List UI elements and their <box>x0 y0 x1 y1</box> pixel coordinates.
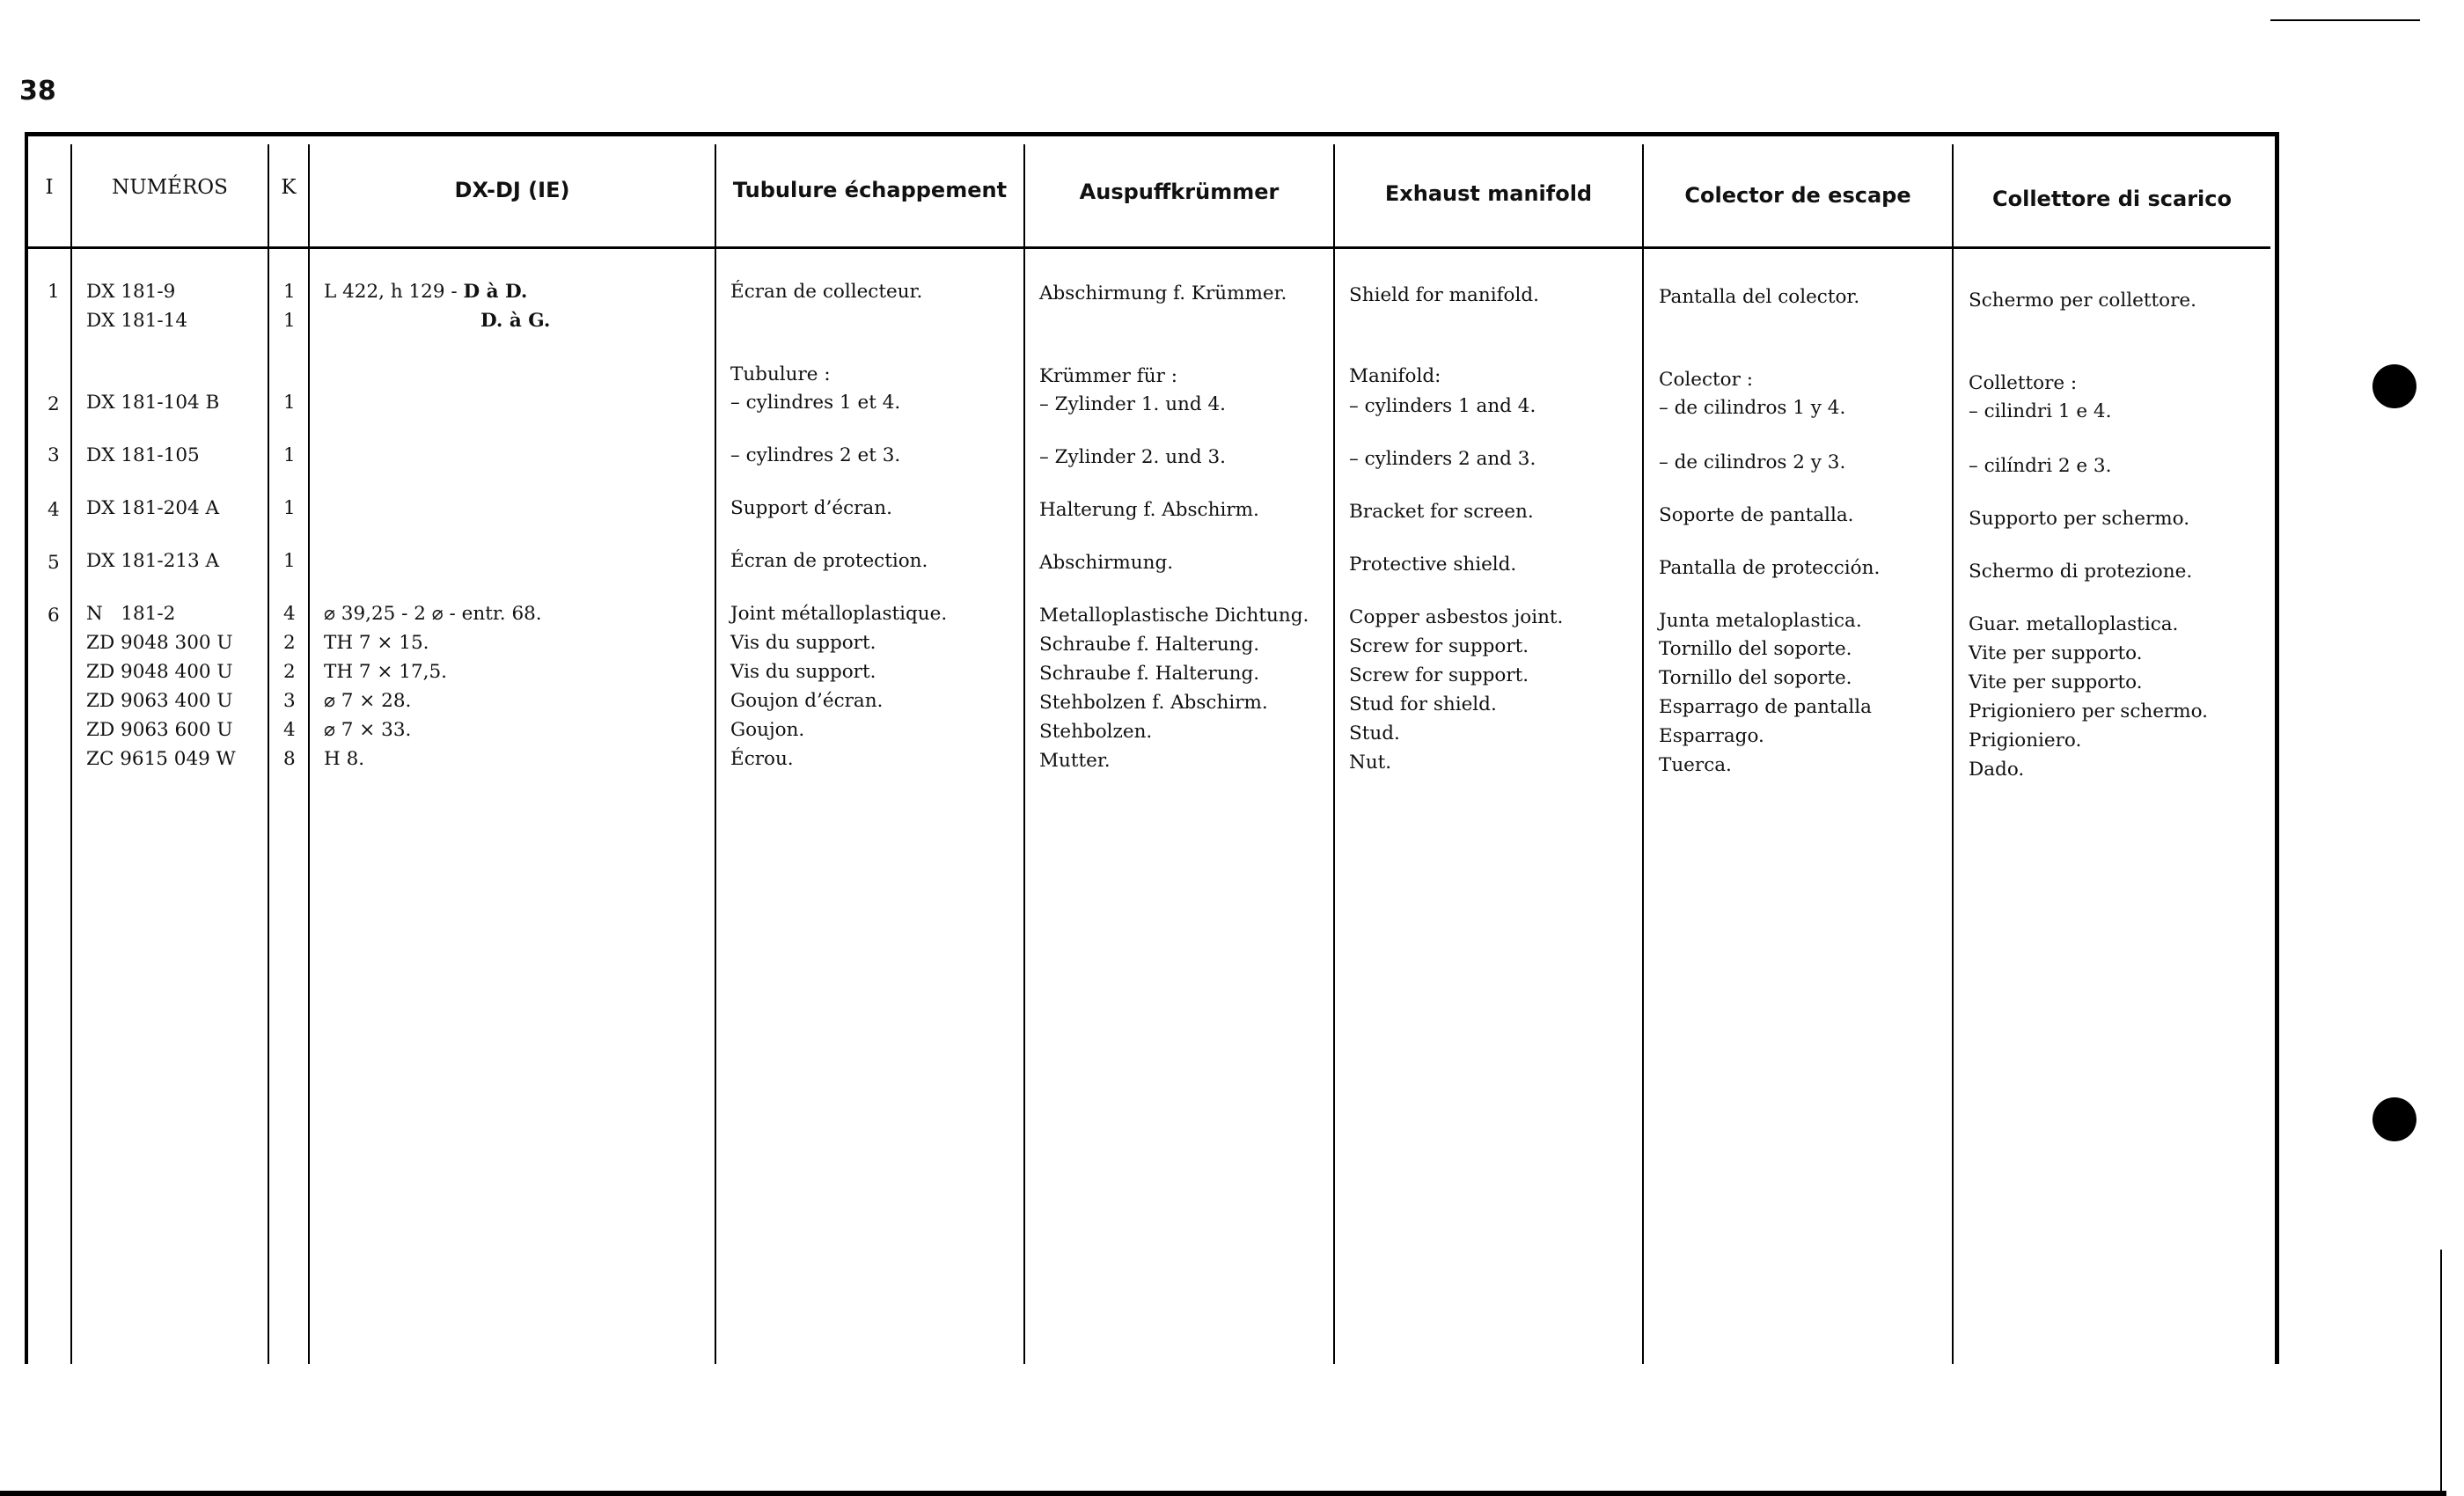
desc-en: Nut. <box>1349 752 1392 774</box>
desc-fr: Joint métalloplastique. <box>730 603 948 625</box>
column-divider <box>1952 144 1954 1364</box>
desc-en: Screw for support. <box>1349 664 1529 686</box>
desc-de: – Zylinder 2. und 3. <box>1039 446 1227 468</box>
desc-en: Screw for support. <box>1349 635 1529 657</box>
desc-de: Stehbolzen f. Abschirm. <box>1039 692 1268 714</box>
header-rule <box>25 246 2270 249</box>
desc-en: Copper asbestos joint. <box>1349 606 1564 628</box>
desc-de: Halterung f. Abschirm. <box>1039 499 1259 521</box>
group-label-en: Manifold: <box>1349 365 1441 387</box>
spec: H 8. <box>324 748 365 770</box>
quantity: 4 <box>283 603 296 625</box>
desc-es: Tornillo del soporte. <box>1659 667 1852 689</box>
quantity: 1 <box>283 444 296 466</box>
quantity: 8 <box>283 748 296 770</box>
table-right-border <box>2275 132 2279 1364</box>
row-index: 4 <box>48 499 60 521</box>
desc-it: Guar. metalloplastica. <box>1969 613 2179 635</box>
spec-text: L 422, h 129 - <box>324 281 458 303</box>
desc-es: Pantalla de protección. <box>1659 557 1881 579</box>
group-label-fr: Tubulure : <box>730 363 831 385</box>
quantity: 4 <box>283 719 296 741</box>
desc-it: Dado. <box>1969 759 2025 781</box>
desc-fr: – cylindres 2 et 3. <box>730 444 901 466</box>
header-model: DX-DJ (IE) <box>454 178 570 202</box>
desc-it: Prigioniero per schermo. <box>1969 700 2209 722</box>
parts-table <box>25 132 2279 1364</box>
spec: TH 7 × 17,5. <box>324 661 447 683</box>
desc-it: – cilindri 1 e 4. <box>1969 400 2112 422</box>
header-k: K <box>281 176 297 199</box>
desc-fr: Vis du support. <box>730 661 876 683</box>
column-divider <box>1333 144 1335 1364</box>
quantity: 2 <box>283 632 296 654</box>
column-divider <box>1642 144 1644 1364</box>
part-number: ZD 9048 300 U <box>86 632 233 654</box>
header-german: Auspuffkrümmer <box>1079 180 1280 204</box>
part-number: DX 181-9 <box>86 281 176 303</box>
desc-es: Esparrago de pantalla <box>1659 696 1873 718</box>
desc-es: – de cilindros 2 y 3. <box>1659 451 1846 473</box>
desc-fr: Écran de protection. <box>730 550 928 572</box>
desc-es: Tornillo del soporte. <box>1659 638 1852 660</box>
header-numeros: NUMÉROS <box>112 176 228 199</box>
top-right-rule <box>2270 19 2420 21</box>
desc-en: – cylinders 1 and 4. <box>1349 395 1536 417</box>
part-number: ZD 9048 400 U <box>86 661 233 683</box>
page-bottom-rule <box>0 1491 2446 1496</box>
row-index: 1 <box>48 281 60 303</box>
column-divider <box>715 144 716 1364</box>
column-divider <box>308 144 310 1364</box>
quantity: 2 <box>283 661 296 683</box>
desc-it: Vite per supporto. <box>1969 642 2143 664</box>
table-top-border <box>25 132 2279 136</box>
desc-de: Metalloplastische Dichtung. <box>1039 605 1309 627</box>
row-index: 6 <box>48 605 60 627</box>
header-italian: Collettore di scarico <box>1992 187 2232 211</box>
spec: ⌀ 7 × 33. <box>324 719 412 741</box>
header-french: Tubulure échappement <box>732 178 1008 202</box>
part-number: DX 181-14 <box>86 310 188 332</box>
desc-en: Stud. <box>1349 722 1400 744</box>
header-english: Exhaust manifold <box>1384 181 1593 206</box>
desc-it: Prigioniero. <box>1969 730 2082 752</box>
quantity: 1 <box>283 550 296 572</box>
row-index: 3 <box>48 444 60 466</box>
desc-de: Stehbolzen. <box>1039 721 1153 743</box>
part-number: DX 181-105 <box>86 444 200 466</box>
spec: ⌀ 7 × 28. <box>324 690 412 712</box>
desc-de: Abschirmung f. Krümmer. <box>1039 282 1287 304</box>
desc-es: Esparrago. <box>1659 725 1764 747</box>
spec <box>480 307 550 336</box>
desc-en: Bracket for screen. <box>1349 501 1534 523</box>
right-margin-rule <box>2440 1250 2442 1492</box>
header-index: I <box>45 176 54 199</box>
part-number: DX 181-213 A <box>86 550 220 572</box>
page-number: 38 <box>19 76 56 106</box>
spec <box>324 278 527 307</box>
column-divider <box>268 144 269 1364</box>
desc-de: Mutter. <box>1039 750 1111 772</box>
desc-fr: Goujon d’écran. <box>730 690 884 712</box>
spec: ⌀ 39,25 - 2 ⌀ - entr. 68. <box>324 603 542 625</box>
part-number: ZC 9615 049 W <box>86 748 236 770</box>
desc-en: Stud for shield. <box>1349 693 1497 715</box>
part-number: ZD 9063 400 U <box>86 690 233 712</box>
row-index: 2 <box>48 393 60 415</box>
desc-de: Abschirmung. <box>1039 552 1174 574</box>
desc-fr: Écran de collecteur. <box>730 281 923 303</box>
row-index: 5 <box>48 552 60 574</box>
quantity: 1 <box>283 497 296 519</box>
group-label-it: Collettore : <box>1969 372 2078 394</box>
header-spanish: Colector de escape <box>1684 183 1911 208</box>
column-divider <box>1023 144 1025 1364</box>
desc-it: Supporto per schermo. <box>1969 508 2190 530</box>
quantity: 1 <box>283 281 296 303</box>
desc-es: – de cilindros 1 y 4. <box>1659 397 1846 419</box>
binder-hole-bottom <box>2372 1097 2416 1141</box>
quantity: 1 <box>283 310 296 332</box>
desc-fr: Support d’écran. <box>730 497 892 519</box>
part-number: DX 181-204 A <box>86 497 220 519</box>
desc-it: – cilíndri 2 e 3. <box>1969 455 2112 477</box>
spec-side: D à D. <box>463 281 528 303</box>
desc-en: – cylinders 2 and 3. <box>1349 448 1536 470</box>
desc-en: Shield for manifold. <box>1349 284 1539 306</box>
column-divider <box>70 144 72 1364</box>
desc-it: Schermo di protezione. <box>1969 561 2193 583</box>
binder-hole-top <box>2372 364 2416 408</box>
group-label-de: Krümmer für : <box>1039 365 1177 387</box>
desc-it: Vite per supporto. <box>1969 671 2143 693</box>
desc-it: Schermo per collettore. <box>1969 290 2196 312</box>
part-number: ZD 9063 600 U <box>86 719 233 741</box>
spec: TH 7 × 15. <box>324 632 429 654</box>
group-label-es: Colector : <box>1659 369 1753 391</box>
desc-en: Protective shield. <box>1349 554 1517 576</box>
desc-de: – Zylinder 1. und 4. <box>1039 393 1227 415</box>
desc-es: Soporte de pantalla. <box>1659 504 1854 526</box>
desc-fr: Vis du support. <box>730 632 876 654</box>
table-left-border <box>25 132 28 1364</box>
desc-es: Tuerca. <box>1659 754 1732 776</box>
quantity: 3 <box>283 690 296 712</box>
desc-de: Schraube f. Halterung. <box>1039 634 1260 656</box>
part-number: DX 181-104 B <box>86 392 220 414</box>
desc-fr: Goujon. <box>730 719 805 741</box>
spec-side: D. à G. <box>480 310 551 332</box>
desc-fr: – cylindres 1 et 4. <box>730 392 901 414</box>
quantity: 1 <box>283 392 296 414</box>
desc-es: Pantalla del colector. <box>1659 286 1860 308</box>
part-number: N 181-2 <box>86 603 176 625</box>
desc-es: Junta metaloplastica. <box>1659 610 1862 632</box>
desc-fr: Écrou. <box>730 748 794 770</box>
desc-de: Schraube f. Halterung. <box>1039 663 1260 685</box>
